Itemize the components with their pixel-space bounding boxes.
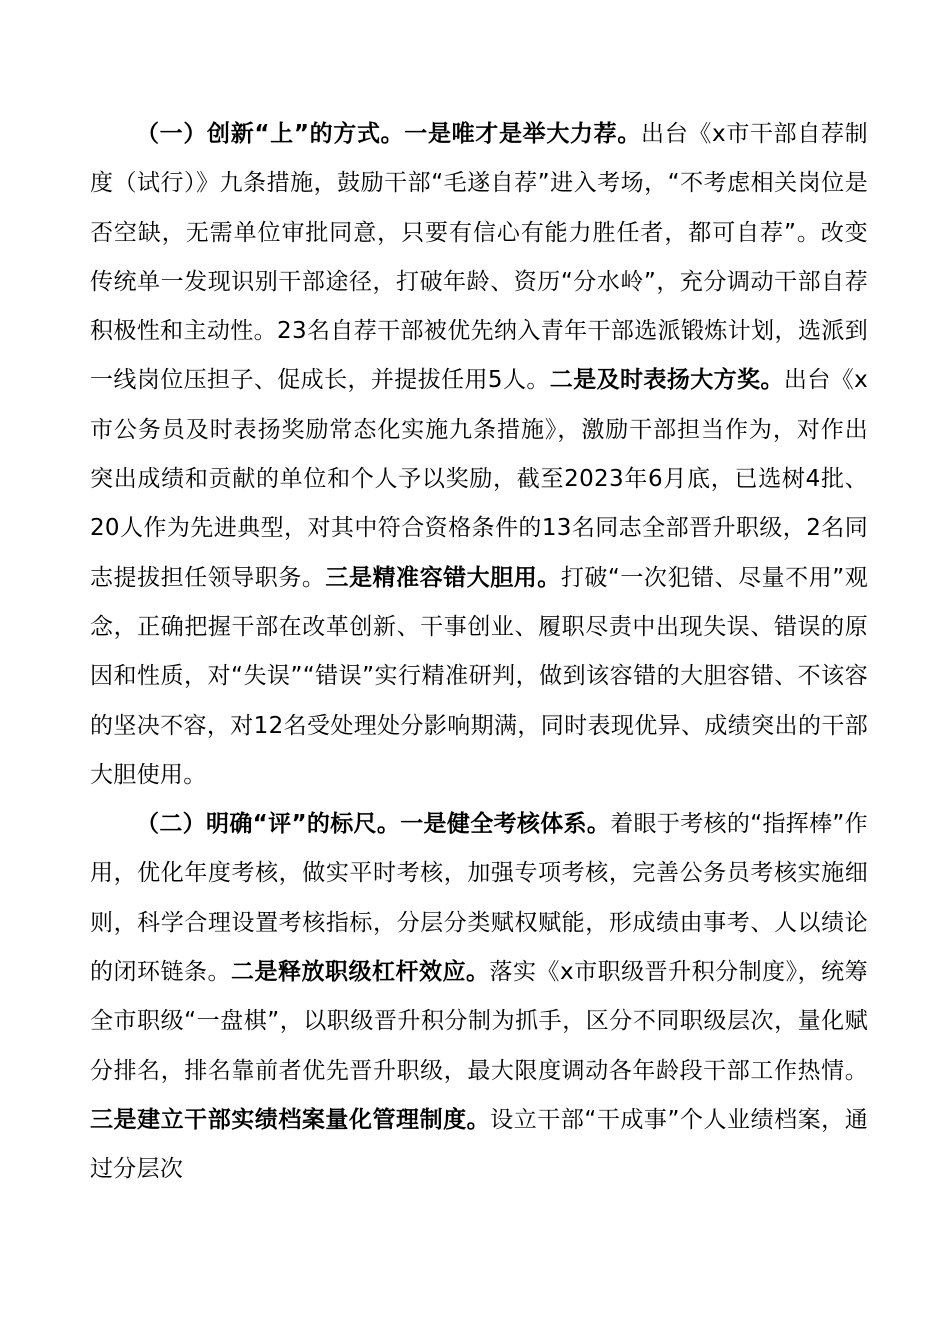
body-text: 打破“一次犯错、尽量不用”观念，正确把握干部在改革创新、干事创业、履职尽责中出现失误、错误的原因和性质，对“失误”“错误”实行精准研判，做到该容错的大胆容错、不该容的坚决不容，对12名受处理处分影响期满，同时表现优异、成绩突出的干部大胆使用。 xyxy=(90,564,869,788)
heading-evaluation: （二）明确“评”的标尺。一是健全考核体系。 xyxy=(136,811,611,838)
subheading-rank-leverage: 二是释放职级杠杆效应。 xyxy=(231,959,490,986)
body-text: 出台《x市干部自荐制度（试行）》九条措施，鼓励干部“毛遂自荐”进入考场，“不考虑相关岗位是否空缺，无需单位审批同意，只要有信心有能力胜任者，都可自荐”。改变传统单一发现识别干部途径，打破年龄、资历“分水岭”，充分调动干部自荐积极性和主动性。23名自荐干部被优先纳入青年干部选派锻炼计划，选派到一线岗位压担子、促成长，并提拔任用5人。 xyxy=(90,121,868,394)
body-text: 出台《x市公务员及时表扬奖励常态化实施九条措施》，激励干部担当作为，对作出突出成绩和贡献的单位和个人予以奖励，截至2023年6月底，已选树4批、20人作为先进典型，对其中符合资格条件的13名同志全部晋升职级，2名同志提拔担任领导职务。 xyxy=(90,367,869,591)
subheading-fault-tolerance: 三是精准容错大胆用。 xyxy=(325,564,561,591)
subheading-praise: 二是及时表扬大方奖。 xyxy=(549,367,784,394)
body-text: 落实《x市职级晋升积分制度》，统筹全市职级“一盘棋”，以职级晋升积分制为抓手，区分不同职级层次，量化赋分排名，排名靠前者优先晋升职级，最大限度调动各年龄段干部工作热情。 xyxy=(90,959,868,1084)
subheading-performance-archive: 三是建立干部实绩档案量化管理制度。 xyxy=(90,1106,491,1133)
body-text: 着眼于考核的“指挥棒”作用，优化年度考核，做实平时考核，加强专项考核，完善公务员考核实施细则，科学合理设置考核指标，分层分类赋权赋能，形成绩由事考、人以绩论的闭环链条。 xyxy=(90,811,868,986)
body-text: 设立干部“干成事”个人业绩档案，通过分层次 xyxy=(90,1106,868,1183)
heading-innovation: （一）创新“上”的方式。一是唯才是举大力荐。 xyxy=(136,121,642,147)
paragraph-evaluation xyxy=(90,800,868,1194)
paragraph-innovation xyxy=(90,110,868,800)
